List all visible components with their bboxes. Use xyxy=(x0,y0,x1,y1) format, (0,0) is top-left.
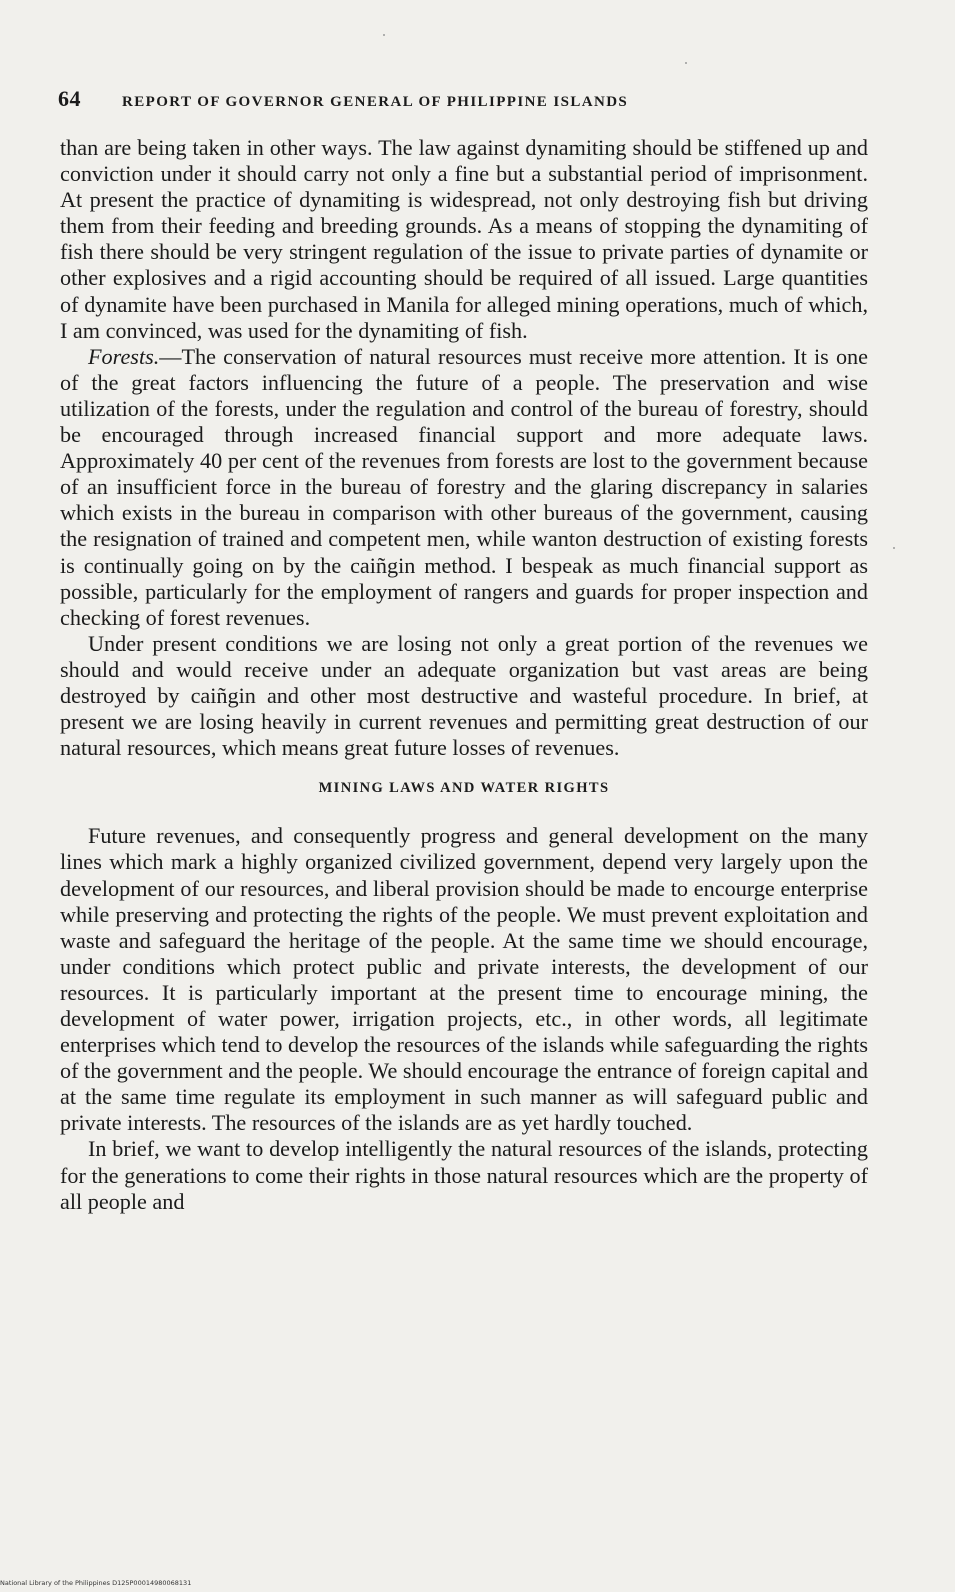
body-text xyxy=(60,135,868,1215)
scan-speck xyxy=(383,34,385,36)
scan-speck xyxy=(893,547,895,549)
run-in-heading-forests: Forests. xyxy=(88,343,160,369)
paragraph: In brief, we want to develop intelligently the natural resources of the islands, protecting for the generations to come their rights in those natural resources which are the property of all people and xyxy=(60,1136,868,1214)
running-head: REPORT OF GOVERNOR GENERAL OF PHILIPPINE ISLANDS xyxy=(122,94,629,110)
paragraph-forests xyxy=(60,344,868,631)
page-header xyxy=(58,86,868,116)
page-number: 64 xyxy=(58,86,81,111)
paragraph-text: —The conservation of natural resources must receive more attention. It is one of the great factors influencing the future of a people. The preservation and wise utilization of the forests, under the regulation and control of the bureau of forestry, should be encouraged through increased financial support and more adequate laws. Approximately 40 per cent of the revenues from forests are lost to the government because of an insufficient force in the bureau of forestry and the glaring discrepancy in salaries which exists in the bureau in comparison with other bureaus of the government, causing the resignation of trained and competent men, while wanton destruction of existing forests is continually going on by the caiñgin method. I bespeak as much financial support as possible, particularly for the employment of rangers and guards for proper inspection and checking of forest revenues. xyxy=(60,343,868,630)
paragraph: Under present conditions we are losing not only a great portion of the revenues we should and would receive under an adequate organization but vast areas are being destroyed by caiñgin and other most destructive and wasteful procedure. In brief, at present we are losing heavily in current revenues and permitting great destruction of our natural resources, which means great future losses of revenues. xyxy=(60,630,868,761)
section-heading: MINING LAWS AND WATER RIGHTS xyxy=(318,780,610,797)
paragraph: Future revenues, and consequently progress and general development on the many lines which mark a highly organized civilized government, depend very largely upon the development of our resources, and liberal provision should be made to encourge enterprise while preserving and protecting the rights of the people. We must prevent exploitation and waste and safeguard the heritage of the people. At the same time we should encourage, under conditions which protect public and private interests, the development of our resources. It is particularly important at the present time to encourage mining, the development of water power, irrigation projects, etc., in other words, all legitimate enterprises which tend to develop the resources of the islands while safeguarding the rights of the government and the people. We should encourage the entrance of foreign capital and at the same time regulate its employment in such manner as will safeguard public and private interests. The resources of the islands are as yet hardly touched. xyxy=(60,823,868,1136)
paragraph: than are being taken in other ways. The law against dynamiting should be stiffened up and conviction under it should carry not only a fine but a substantial period of imprisonment. At present the practice of dynamiting is widespread, not only destroying fish but driving them from their feeding and breeding grounds. As a means of stopping the dynamiting of fish there should be very stringent regulation of the issue to private parties of dynamite or other explosives and a rigid accounting should be required of all issued. Large quantities of dynamite have been purchased in Manila for alleged mining operations, much of which, I am convinced, was used for the dynamiting of fish. xyxy=(60,135,868,343)
scan-credit: National Library of the Philippines D125P00014980068131 xyxy=(0,1579,192,1587)
scan-speck xyxy=(685,62,687,64)
